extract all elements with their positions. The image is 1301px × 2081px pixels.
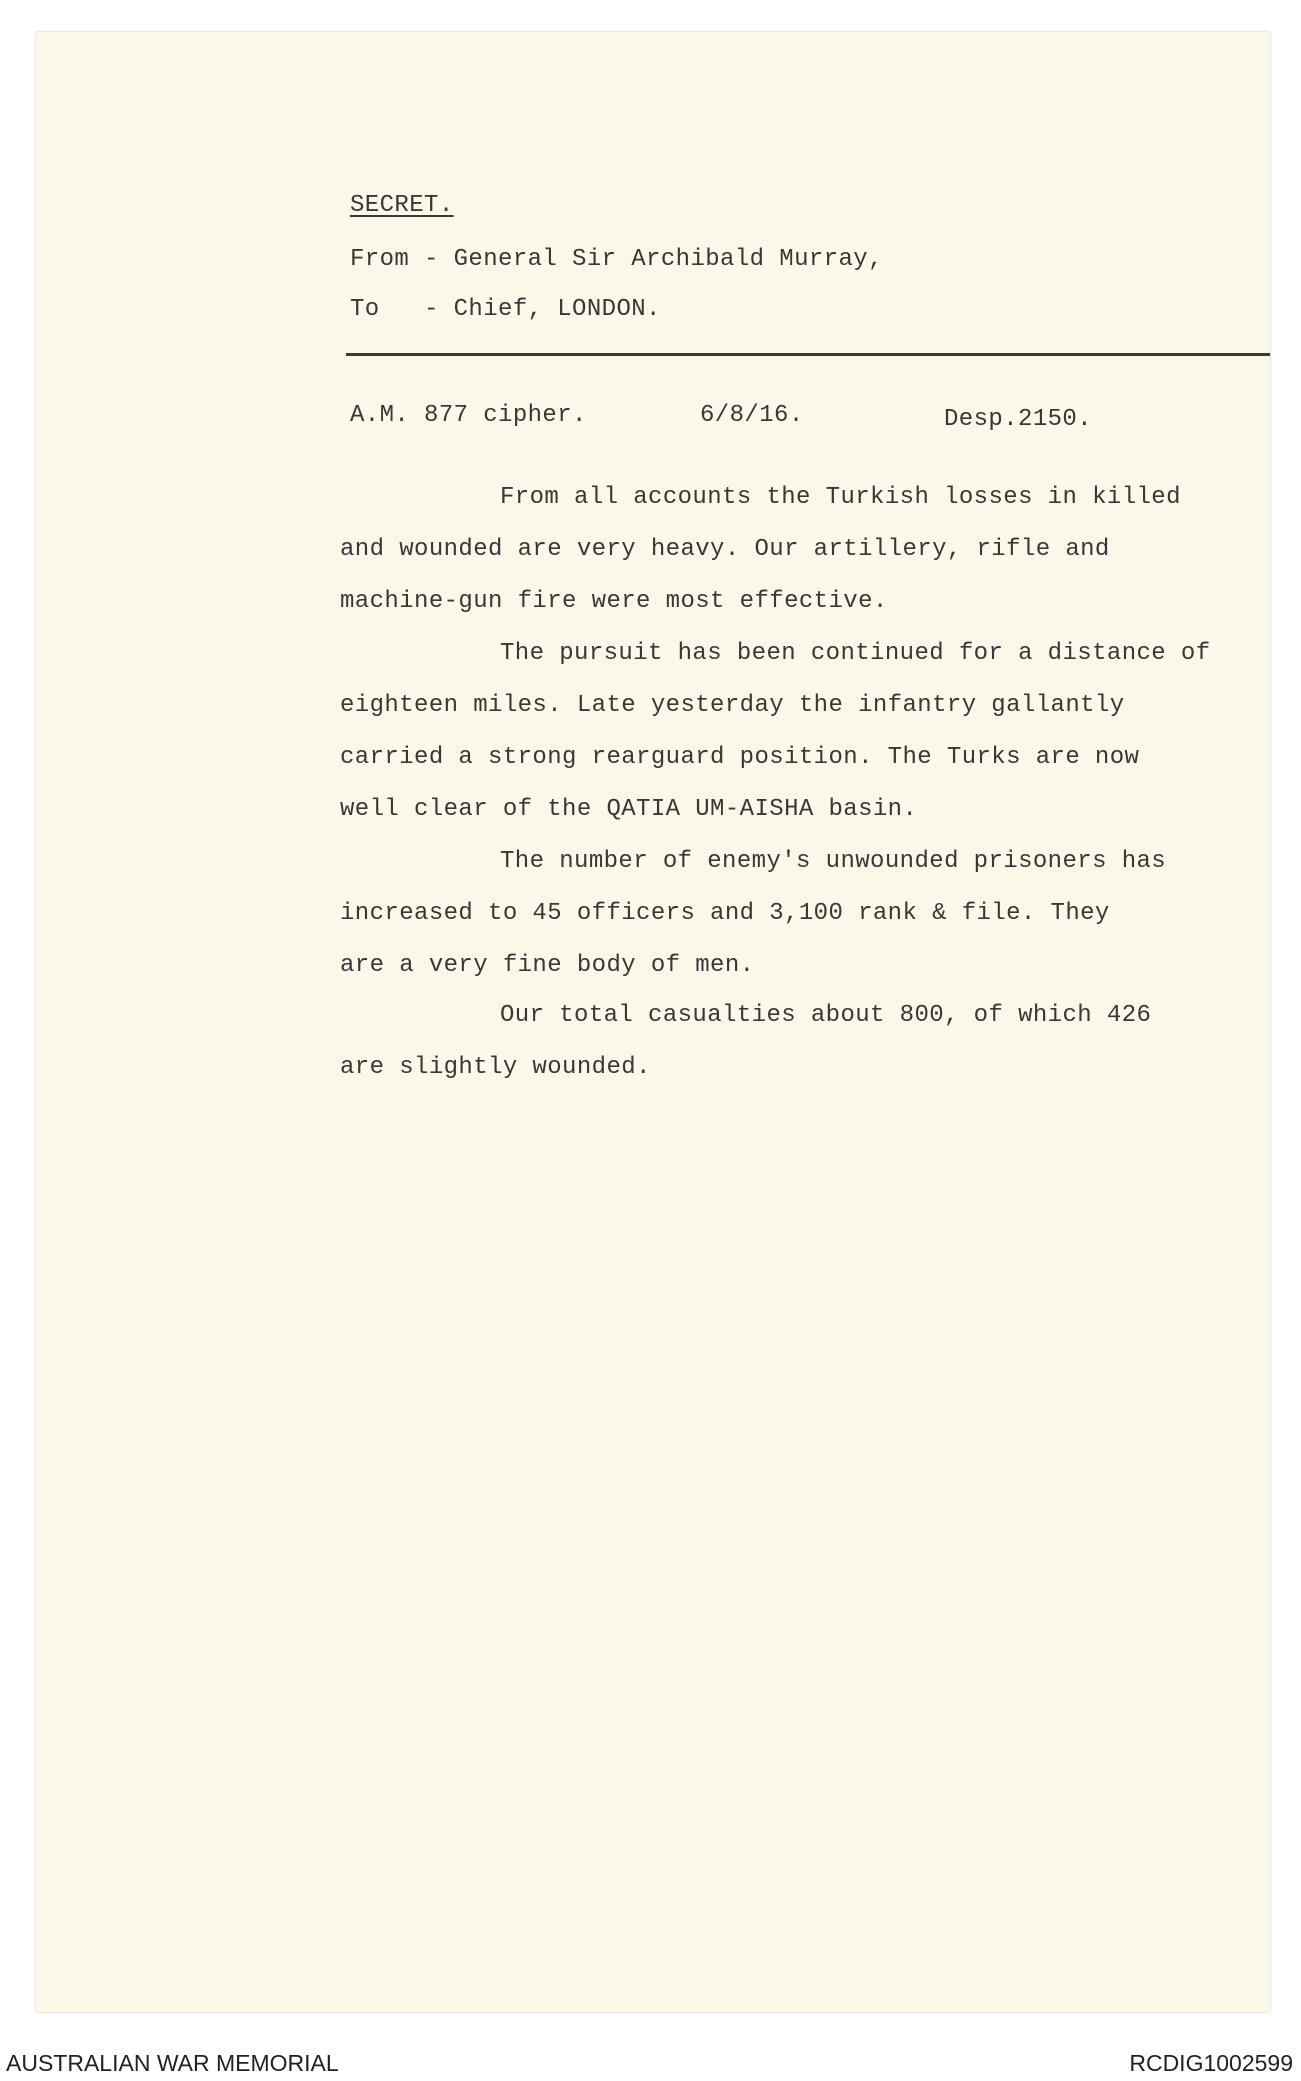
despatch-number: Desp.2150. <box>944 406 1093 433</box>
text-line: eighteen miles. Late yesterday the infantry gallantly <box>340 692 1125 719</box>
paragraph-2 <box>340 628 1240 836</box>
to-line: To - Chief, LONDON. <box>350 296 661 323</box>
cipher-reference: A.M. 877 cipher. <box>350 402 587 429</box>
paragraph-3 <box>340 836 1240 992</box>
text-line: are slightly wounded. <box>340 1054 651 1081</box>
paragraph-4 <box>340 990 1240 1094</box>
header-divider <box>346 353 1270 356</box>
text-line: well clear of the QATIA UM-AISHA basin. <box>340 796 918 823</box>
text-line: carried a strong rearguard position. The Turks are now <box>340 744 1140 771</box>
text-line: From all accounts the Turkish losses in killed <box>500 484 1181 511</box>
classification-heading: SECRET. <box>350 192 454 219</box>
text-line: The pursuit has been continued for a distance of <box>500 640 1211 667</box>
archive-identifier: RCDIG1002599 <box>1129 2050 1293 2076</box>
text-line: machine-gun fire were most effective. <box>340 588 888 615</box>
despatch-date: 6/8/16. <box>700 402 804 429</box>
from-line: From - General Sir Archibald Murray, <box>350 246 883 273</box>
text-line: and wounded are very heavy. Our artillery, rifle and <box>340 536 1110 563</box>
text-line: are a very fine body of men. <box>340 952 755 979</box>
text-line: The number of enemy's unwounded prisoners has <box>500 848 1167 875</box>
text-line: Our total casualties about 800, of which 426 <box>500 1002 1152 1029</box>
text-line: increased to 45 officers and 3,100 rank & file. They <box>340 900 1110 927</box>
archive-credit: AUSTRALIAN WAR MEMORIAL <box>6 2050 339 2076</box>
paragraph-1 <box>340 472 1240 628</box>
